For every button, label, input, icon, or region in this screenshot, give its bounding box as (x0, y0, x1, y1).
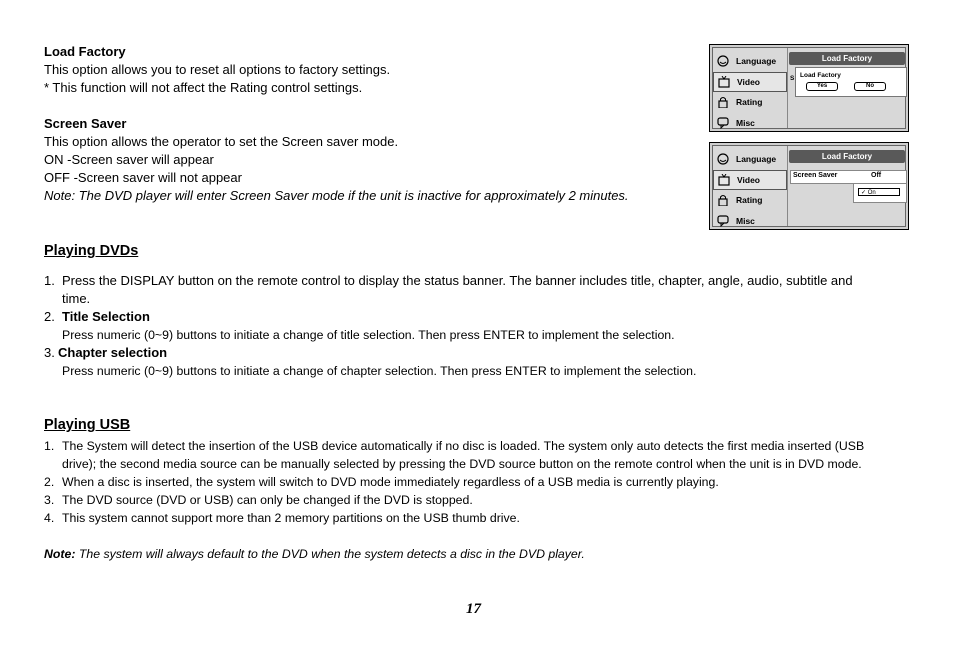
load-factory-text-1: This option allows you to reset all options to factory settings. (44, 62, 391, 77)
usb-note-text: The system will always default to the DVD when the system detects a disc in the DVD player. (75, 547, 585, 561)
dvd-item-1-number: 1. (44, 273, 55, 288)
speech-bubble-icon (717, 215, 729, 227)
smiley-icon (717, 55, 729, 67)
load-factory-menu-image: Language Video Rating Misc Load Factory S Load Factory Yes No (709, 44, 909, 132)
usb-item-1-text: The System will detect the insertion of the USB device automatically if no disc is loaded. The system only auto detects the first media inserted (USB (62, 439, 865, 453)
usb-item-2-number: 2. (44, 475, 55, 489)
playing-dvds-heading: Playing DVDs (44, 243, 139, 259)
screen-saver-note: Note: The DVD player will enter Screen Saver mode if the unit is inactive for approximately 2 minutes. (44, 188, 629, 203)
usb-item-1-number: 1. (44, 439, 55, 453)
lock-icon (717, 194, 729, 206)
yes-button[interactable]: Yes (806, 82, 838, 91)
screen-saver-row[interactable] (790, 170, 907, 184)
popup-title: Load Factory (800, 72, 841, 79)
menu-item-language: Language (713, 51, 787, 71)
screen-saver-text-1: This option allows the operator to set the Screen saver mode. (44, 134, 399, 149)
playing-usb-heading: Playing USB (44, 417, 131, 433)
speech-bubble-icon (717, 117, 729, 129)
screen-saver-text-2: ON -Screen saver will appear (44, 152, 214, 167)
menu-item-video: Video (713, 72, 787, 92)
lock-icon (717, 96, 729, 108)
menu-banner: Load Factory (789, 150, 905, 163)
screen-saver-menu-image (709, 142, 909, 230)
load-factory-popup (795, 67, 907, 97)
usb-item-3-text: The DVD source (DVD or USB) can only be changed if the DVD is stopped. (62, 493, 473, 507)
menu-item-video: Video (713, 170, 787, 190)
usb-item-4-text: This system cannot support more than 2 memory partitions on the USB thumb drive. (62, 511, 520, 525)
menu-item-rating: Rating (713, 190, 787, 210)
dvd-item-2-text: Press numeric (0~9) buttons to initiate a change of title selection. Then press ENTER to implement the selection. (62, 328, 675, 342)
dvd-item-3-text: Press numeric (0~9) buttons to initiate a change of chapter selection. Then press ENTER to implement the selection. (62, 364, 697, 378)
menu-item-language: Language (713, 149, 787, 169)
load-factory-text-2: * This function will not affect the Rating control settings. (44, 80, 363, 95)
load-factory-heading: Load Factory (44, 44, 126, 59)
no-button[interactable]: No (854, 82, 886, 91)
dvd-item-1-text: Press the DISPLAY button on the remote control to display the status banner. The banner includes title, chapter, angle, audio, subtitle and (62, 273, 853, 288)
screen-saver-text-3: OFF -Screen saver will not appear (44, 170, 242, 185)
usb-item-2-text: When a disc is inserted, the system will switch to DVD mode immediately regardless of a USB media is currently playing. (62, 475, 719, 489)
menu-item-rating: Rating (713, 92, 787, 112)
screen-saver-heading: Screen Saver (44, 116, 127, 131)
dvd-item-3-title: Chapter selection (58, 345, 168, 360)
tv-icon (718, 76, 730, 88)
screen-saver-row-value: Off (871, 172, 882, 179)
smiley-icon (717, 153, 729, 165)
option-on[interactable]: ✓ On (858, 188, 900, 196)
usb-item-3-number: 3. (44, 493, 55, 507)
usb-item-1-text-cont: drive); the second media source can be manually selected by pressing the DVD source button on the remote control when the unit is in DVD mode. (62, 457, 862, 471)
menu-item-misc: Misc (713, 211, 787, 231)
page-number: 17 (466, 601, 481, 617)
dvd-item-2-title: Title Selection (62, 309, 150, 324)
menu-banner: Load Factory (789, 52, 905, 65)
dvd-item-1-text-cont: time. (62, 291, 91, 306)
dvd-item-3-number: 3. (44, 345, 55, 360)
tv-icon (718, 174, 730, 186)
usb-item-4-number: 4. (44, 511, 55, 525)
screen-saver-row-label: Screen Saver (793, 172, 838, 179)
usb-note (44, 545, 585, 563)
dvd-item-2-number: 2. (44, 309, 55, 324)
menu-item-misc: Misc (713, 113, 787, 133)
usb-note-label: Note: (44, 547, 76, 561)
screen-saver-options (853, 183, 907, 203)
